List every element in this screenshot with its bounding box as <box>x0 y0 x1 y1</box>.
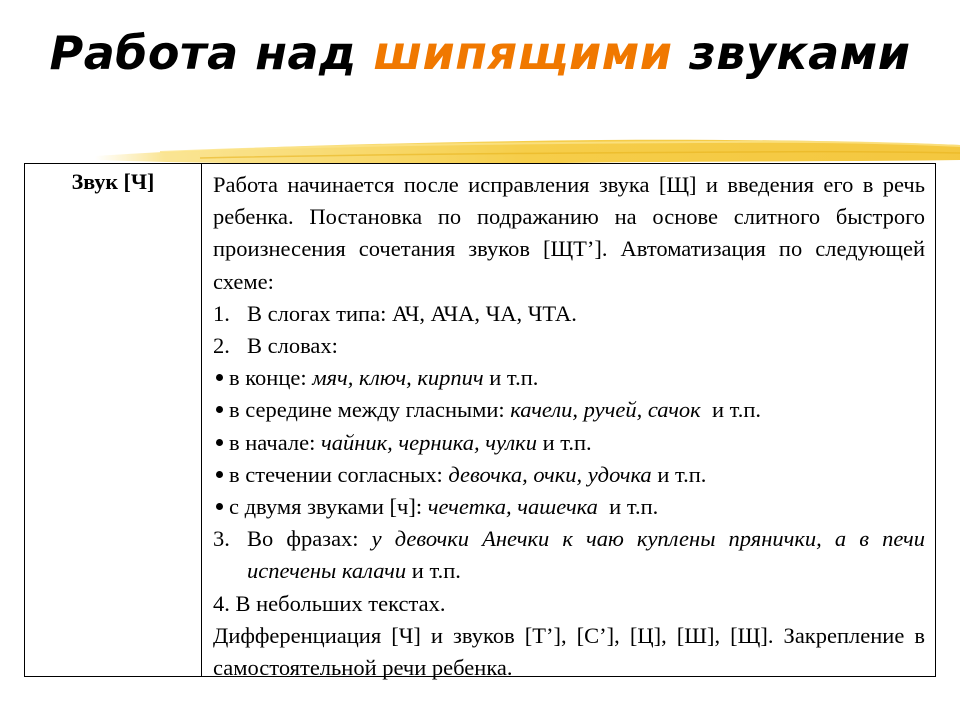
list-number: 3. <box>213 526 230 552</box>
example-phrase: у девочки Анечки к чаю куплены прянички, а в печи испечены калачи <box>247 526 925 584</box>
final-paragraph: Дифференциация [Ч] и звуков [Т’], [С’], [Ц], [Ш], [Щ]. Закрепление в самостоятельной речи ребенка. <box>213 622 925 681</box>
title-part-2: звуками <box>672 26 911 80</box>
sound-header-cell: Звук [Ч] <box>71 169 155 194</box>
list-number: 2. <box>213 333 230 359</box>
list-item-text: В слогах типа: АЧ, АЧА, ЧА, ЧТА. <box>247 300 577 326</box>
list-number: 1. <box>213 300 230 326</box>
list-item <box>213 298 925 330</box>
list-item <box>213 330 925 362</box>
list-item: 3. Во фразах: у девочки Анечки к чаю куплены прянички, а в печи испечены калачи и т.п. <box>213 523 925 587</box>
bullet-item: в конце: мяч, ключ, кирпич и т.п. <box>213 362 925 394</box>
list-item-4: 4. В небольших текстах. <box>213 590 446 616</box>
example-words: чечетка, чашечка <box>427 494 598 520</box>
example-words: девочка, очки, удочка <box>448 461 652 487</box>
example-words: качели, ручей, сачок <box>510 397 701 423</box>
bullet-item: в начале: чайник, черника, чулки и т.п. <box>213 427 925 459</box>
description-cell <box>213 169 925 684</box>
intro-paragraph: Работа начинается после исправления звука [Щ] и введения его в речь ребенка. Постановка по подражанию на основе слитного быстрого произнесения сочетания звуков [ЩТ’]. Автоматизация по следующей схеме: <box>213 172 925 294</box>
title-part-1: Работа над <box>49 26 374 80</box>
bullet-icon <box>216 503 223 510</box>
bullet-icon <box>216 374 223 381</box>
example-words: чайник, черника, чулки <box>320 429 537 455</box>
title-accent-word: шипящими <box>373 26 673 80</box>
example-words: мяч, ключ, кирпич <box>312 365 484 391</box>
bullet-item: в середине между гласными: качели, ручей, сачок и т.п. <box>213 394 925 426</box>
bullet-item: в стечении согласных: девочка, очки, удочка и т.п. <box>213 459 925 491</box>
content-table <box>24 163 936 681</box>
bullet-icon <box>216 471 223 478</box>
bullet-icon <box>216 439 223 446</box>
bullet-item: с двумя звуками [ч]: чечетка, чашечка и т.п. <box>213 491 925 523</box>
column-divider <box>201 164 202 676</box>
bullet-icon <box>216 406 223 413</box>
list-item-text: В словах: <box>247 333 338 359</box>
